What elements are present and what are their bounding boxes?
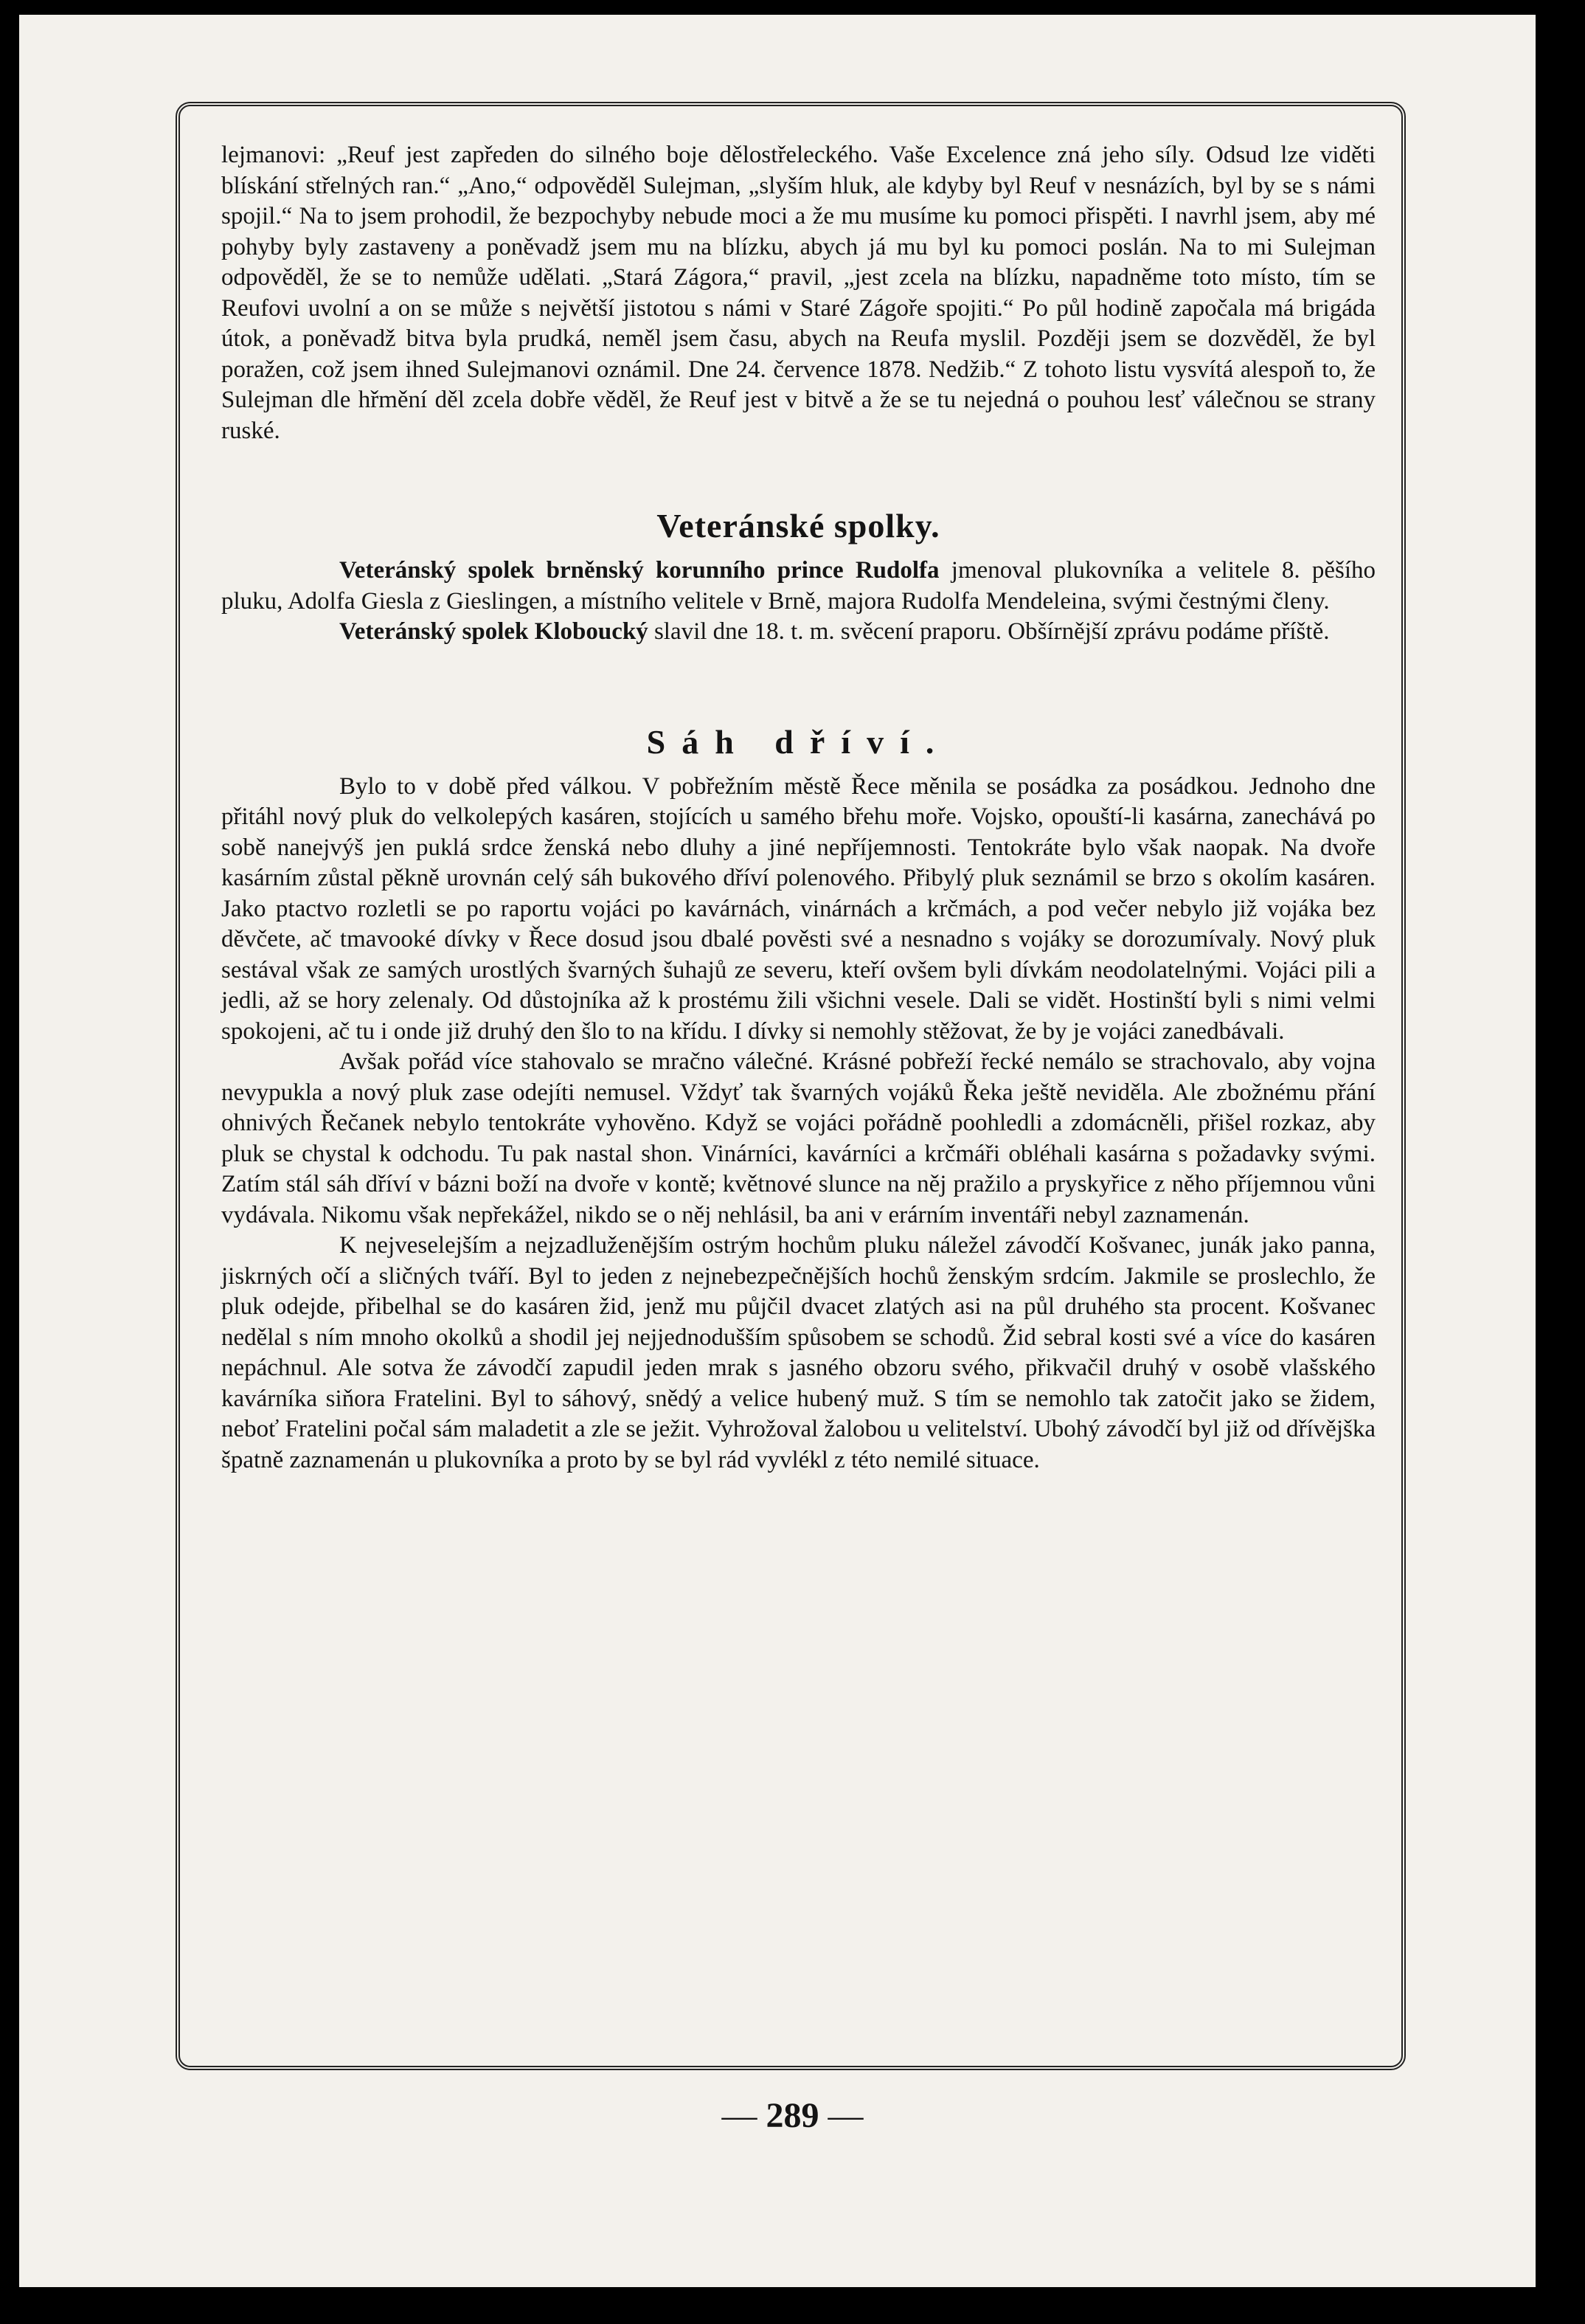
- page-number-dash-right: —: [828, 2096, 864, 2135]
- news-item-text: slavil dne 18. t. m. svěcení praporu. Obšírnější zprávu podáme příště.: [648, 618, 1330, 645]
- article-body: [221, 140, 1376, 1476]
- page-number-value: 289: [766, 2096, 819, 2135]
- news-item-text: jmenoval plukovníka a velitele 8. pěšího pluku, Adolfa Giesla z Gieslingen, a místního velitele v Brně, majora Rudolfa Mendeleina, svými čestnými členy.: [221, 557, 1376, 615]
- intro-paragraph: lejmanovi: „Reuf jest zapředen do silného boje dělostřeleckého. Vaše Excelence zná jeho síly. Odsud lze viděti blískání střelných ran.“ „Ano,“ odpověděl Sulejman, „slyším hluk, ale kdyby byl Reuf v nesnázích, byl by se s námi spojil.“ Na to jsem prohodil, že bezpochyby nebude moci a že mu musíme ku pomoci přispěti. I navrhl jsem, aby mé pohyby byly zastaveny a poněvadž jsem mu na blízku, abych já mu byl ku pomoci poslán. Na to mi Sulejman odpověděl, že se to nemůže udělati. „Stará Zágora,“ pravil, „jest zcela na blízku, napadněme toto místo, tím se Reufovi uvolní a on se může s největší jistotou s námi v Staré Zágoře spojiti.“ Po půl hodině započala má brigáda útok, a poněvadž bitva byla prudká, neměl jsem času, abych na Reufa myslil. Později jsem se dozvěděl, že byl poražen, což jsem ihned Sulejmanovi oznámil. Dne 24. července 1878. Nedžib.“ Z tohoto listu vysvítá alespoň to, že Sulejman dle hřmění děl zcela dobře věděl, že Reuf jest v bitvě a že se tu nejedná o pouhou lesť válečnou se strany ruské.: [221, 142, 1376, 444]
- news-item: [221, 617, 1376, 648]
- section-heading-story: Sáh dříví.: [646, 722, 951, 761]
- news-item-title: Veteránský spolek Kloboucký: [339, 618, 648, 645]
- story-paragraph: K nejveselejším a nejzadluženějším ostrým hochům pluku náležel závodčí Košvanec, junák jako panna, jiskrných očí a sličných tváří. Byl to jeden z nejnebezpečnějších hochů ženským srdcím. Jakmile se proslechlo, že pluk odejde, přibelhal se do kasáren žid, jenž mu půjčil dvacet zlatých asi na půl druhého sta procent. Košvanec nedělal s ním mnoho okolků a shodil jej nejjednodušším spůsobem se schodů. Žid sebral kosti své a více do kasáren nepáchnul. Ale sotva že závodčí zapudil jeden mrak s jasného obzoru svého, přikvačil druhý v osobě vlašského kavárníka siňora Fratelini. Byl to sáhový, snědý a velice hubený muž. S tím se nemohlo tak zatočit jako se židem, neboť Fratelini počal sám maladetit a zle se ježit. Vyhrožoval žalobou u velitelství. Ubohý závodčí byl již od dřívějška špatně zaznamenán u plukovníka a proto by se byl rád vyvlékl z této nemilé situace.: [221, 1232, 1376, 1473]
- news-item-title: Veteránský spolek brněnský korunního prince Rudolfa: [339, 557, 940, 584]
- news-item: [221, 556, 1376, 617]
- page-number-dash-left: —: [721, 2096, 757, 2135]
- story-paragraph: Avšak pořád více stahovalo se mračno válečné. Krásné pobřeží řecké nemálo se strachovalo, aby vojna nevypukla a nový pluk zase odejíti nemusel. Vždyť tak švarných vojáků Řeka ještě neviděla. Ale zbožnému přání ohnivých Řečanek nebylo tentokráte vyhověno. Když se vojáci pořádně poohledli a zdomácněli, přišel rozkaz, aby pluk se chystal k odchodu. Tu pak nastal shon. Vinárníci, kavárníci a krčmáři obléhali kasárna s požadavky svými. Zatím stál sáh dříví v bázni boží na dvoře v kontě; květnové slunce na něj pražilo a pryskyřice z něho příjemnou vůni vydávala. Nikomu však nepřekážel, nikdo se o něj nehlásil, ba ani v erárním inventáři nebyl zaznamenán.: [221, 1048, 1376, 1228]
- page-number: [0, 2095, 1585, 2136]
- story-paragraph: Bylo to v době před válkou. V pobřežním městě Řece měnila se posádka za posádkou. Jednoho dne přitáhl nový pluk do velkolepých kasáren, stojících u samého břehu moře. Vojsko, opouští-li kasárna, zanechává po sobě nanejvýš jen puklá srdce ženská nebo dluhy a jiné nepříjemnosti. Tentokráte bylo však naopak. Na dvoře kasárním zůstal pěkně urovnán celý sáh bukového dříví polenového. Přibylý pluk seznámil se brzo s okolím kasáren. Jako ptactvo rozletli se po raportu vojáci po kavárnách, vinárnách a krčmách, a pod večer nebylo již vojáka bez děvčete, ač tmavooké dívky v Řece dosud jsou dbalé pověsti své a nesnadno s vojáky se dorozumívaly. Nový pluk sestával však ze samých urostlých švarných šuhajů ze severu, kteří ovšem byli dívkám neodolatelnými. Vojáci pili a jedli, až se hory zelenaly. Od důstojníka až k prostému žili všichni vesele. Dali se vidět. Hostinští byli s nimi velmi spokojeni, ač tu i onde již druhý den šlo to na křídu. I dívky si nemohly stěžovat, že by je vojáci zanedbávali.: [221, 772, 1376, 1045]
- section-heading-veteran-clubs: Veteránské spolky.: [656, 507, 940, 544]
